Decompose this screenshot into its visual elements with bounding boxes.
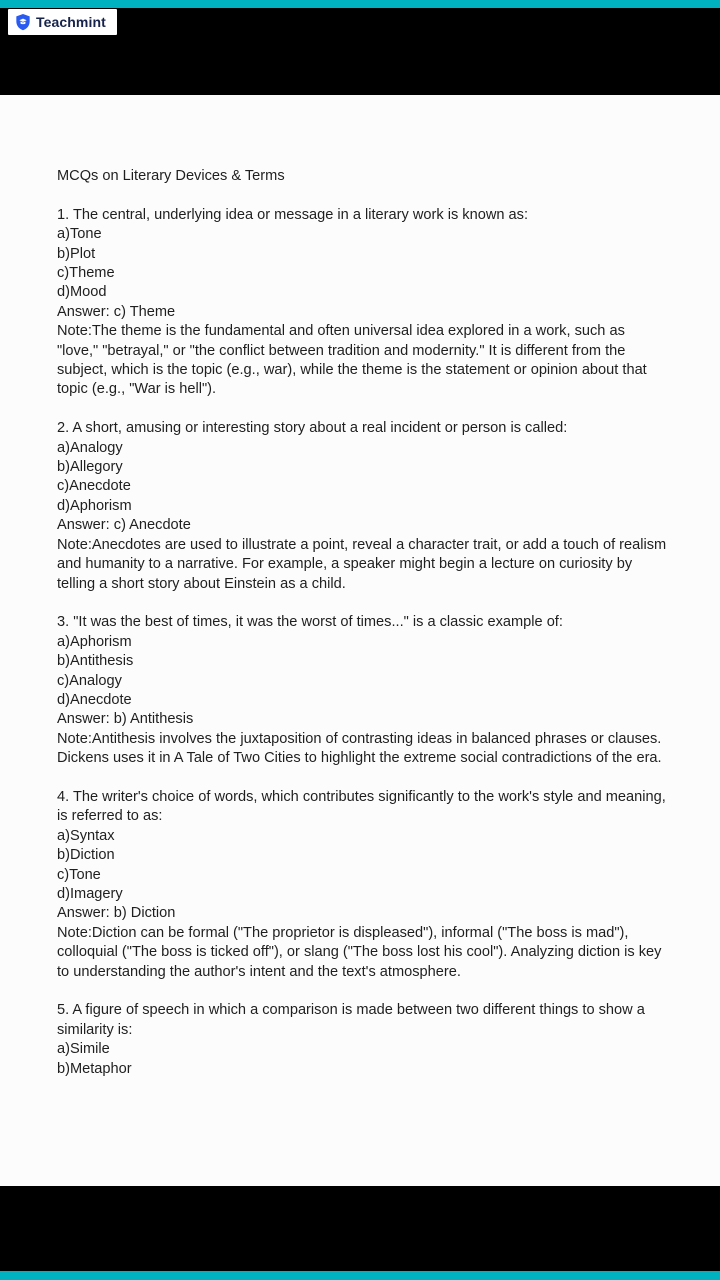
answer-line: Answer: b) Diction <box>57 905 176 922</box>
document-title: MCQs on Literary Devices & Terms <box>57 168 285 184</box>
option-line: c)Tone <box>57 866 101 883</box>
letterbox-bottom <box>0 1186 720 1271</box>
note-text: Note:Antithesis involves the juxtaposition of contrasting ideas in balanced phrases or clauses. Dickens uses it in A Tale of Two Cities to highlight the extreme social contradictions of the era. <box>57 730 662 767</box>
question-text: 5. A figure of speech in which a comparison is made between two different things to show a similarity is: <box>57 1002 645 1038</box>
option-line: a)Simile <box>57 1041 110 1058</box>
option-line: a)Syntax <box>57 827 115 844</box>
question-text: 2. A short, amusing or interesting story about a real incident or person is called: <box>57 420 568 437</box>
question-options <box>57 1040 668 1079</box>
answer-line: Answer: c) Theme <box>57 303 176 320</box>
option-line: d)Anecdote <box>57 691 132 708</box>
question-text: 4. The writer's choice of words, which contributes significantly to the work's style and meaning, is referred to as: <box>57 788 666 825</box>
question-text: 1. The central, underlying idea or message in a literary work is known as: <box>57 206 529 223</box>
note-text: Note:Anecdotes are used to illustrate a point, reveal a character trait, or add a touch of realism and humanity to a narrative. For example, a speaker might begin a lecture on curiosity by telling a short story about Einstein as a child. <box>57 536 667 592</box>
option-line: c)Analogy <box>57 672 122 689</box>
question-block <box>57 419 668 594</box>
questions <box>57 206 668 1079</box>
option-line: b)Allegory <box>57 459 123 476</box>
option-line: b)Plot <box>57 245 96 262</box>
question-block <box>57 613 668 768</box>
document-content <box>0 95 720 1079</box>
shield-icon <box>15 13 31 31</box>
option-line: a)Aphorism <box>57 633 132 650</box>
app-header <box>0 8 720 95</box>
question-block <box>57 1001 668 1079</box>
note-text: Note:Diction can be formal ("The proprietor is displeased"), informal ("The boss is mad"), colloquial ("The boss is ticked off"), or slang ("The boss lost his cool"). Analyzing diction is key to understanding the author's intent and the text's atmosphere. <box>57 924 662 980</box>
brand-logo <box>8 9 117 35</box>
option-line: b)Antithesis <box>57 653 134 670</box>
question-options <box>57 633 668 711</box>
question-text: 3. "It was the best of times, it was the worst of times..." is a classic example of: <box>57 614 563 631</box>
option-line: a)Analogy <box>57 439 123 456</box>
document-page <box>0 95 720 1186</box>
top-accent-bar <box>0 0 720 8</box>
option-line: d)Imagery <box>57 885 123 902</box>
question-options <box>57 439 668 517</box>
note-text: Note:The theme is the fundamental and often universal idea explored in a work, such as "love," "betrayal," or "the conflict between tradition and modernity." It is different from the subject, which is the topic (e.g., war), while the theme is the statement or opinion about that topic (e.g., "War is hell"). <box>57 323 647 398</box>
bottom-accent-bar <box>0 1271 720 1280</box>
option-line: c)Anecdote <box>57 478 131 495</box>
question-options <box>57 225 668 303</box>
option-line: d)Mood <box>57 284 107 301</box>
brand-name: Teachmint <box>36 14 106 30</box>
option-line: b)Metaphor <box>57 1060 132 1077</box>
option-line: a)Tone <box>57 226 102 243</box>
option-line: c)Theme <box>57 265 115 282</box>
answer-line: Answer: c) Anecdote <box>57 517 191 534</box>
question-block <box>57 788 668 982</box>
question-block <box>57 206 668 400</box>
option-line: b)Diction <box>57 847 115 864</box>
option-line: d)Aphorism <box>57 497 132 514</box>
question-options <box>57 827 668 905</box>
answer-line: Answer: b) Antithesis <box>57 711 194 728</box>
